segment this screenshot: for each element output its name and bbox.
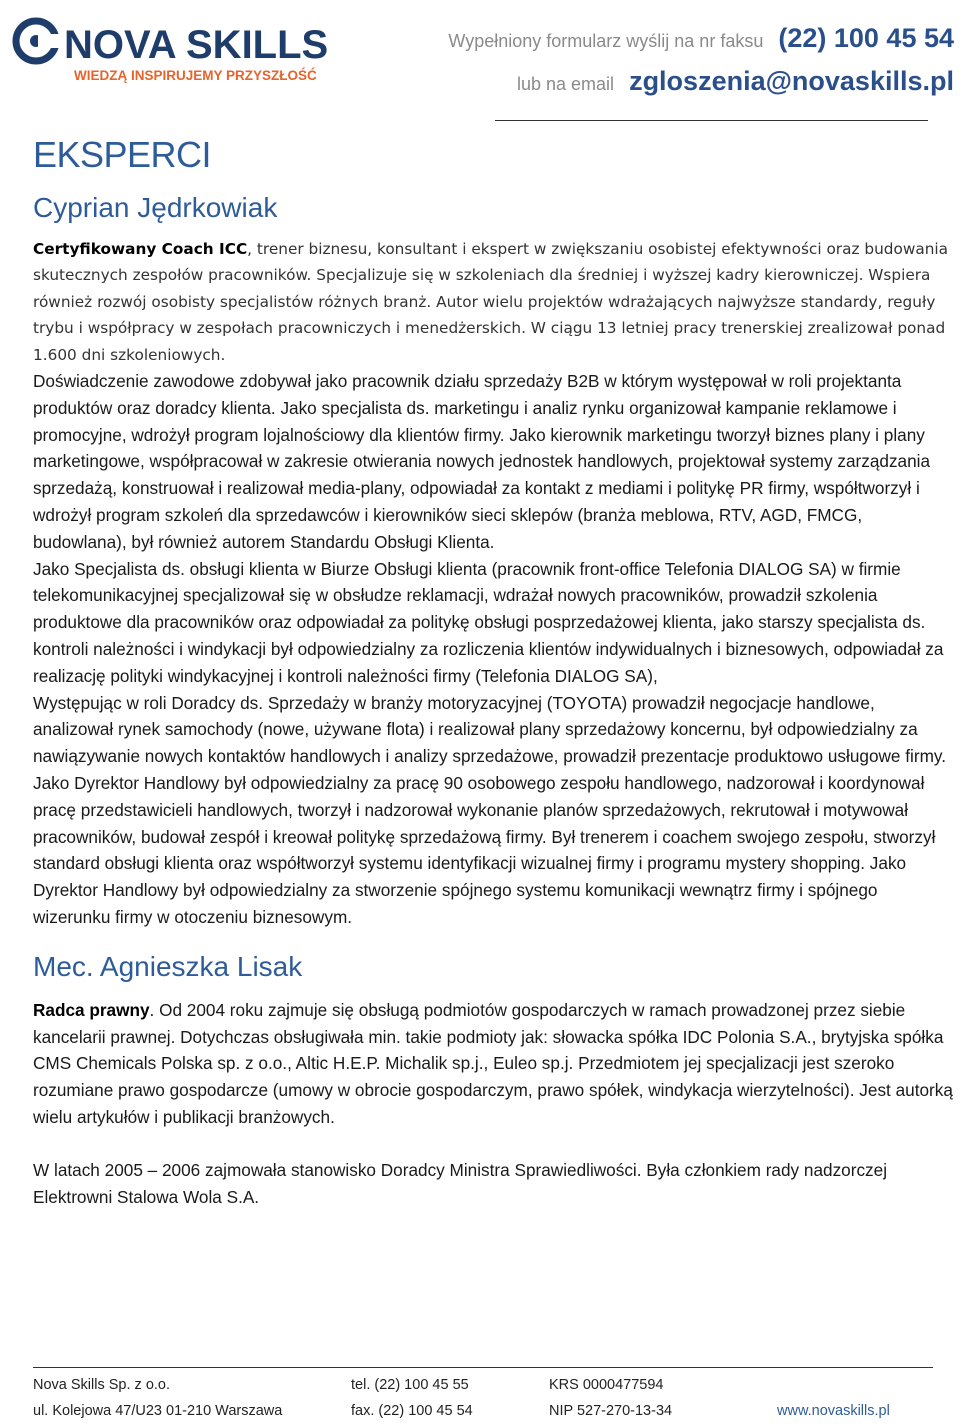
section-title: EKSPERCI — [33, 134, 212, 175]
novaskills-logo — [10, 14, 350, 88]
expert1-intro-text: , trener biznesu, konsultant i ekspert w zwiększaniu osobistej efektywności oraz budowania skutecznych zespołów pracowników. Specjalizuje się w szkoleniach dla średniej i wyższej kadry kierowniczej. Wspiera również rozwój osobisty specjalistów różnych branż. Autor wielu projektów wdrażających najwyższe standardy, reguły trybu i współpracy w zespołach pracowniczych i menedżerskich. W ciągu 13 letniej pracy trenerskiej zrealizował ponad 1.600 dni szkoleniowych. — [33, 240, 949, 364]
expert2-intro-text: . Od 2004 roku zajmuje się obsługą podmiotów gospodarczych w ramach prowadzonej przez siebie kancelarii prawnej. Dotychczas obsługiwała min. takie podmioty jak: słowacka spółka IDC Polonia S.A., brytyjska spółka CMS Chemicals Polska sp. z o.o., Altic H.E.P. Michalik sp.j., Euleo sp.j. Przedmiotem jej specjalizacji jest szeroko rozumiane prawo gospodarcze (umowy w obrocie gospodarczym, prawo spółek, windykacja wierzytelności). Jest autorką wielu artykułów i publikacji branżowych. — [33, 999, 953, 1127]
expert1-intro-bold: Certyfikowany Coach ICC — [33, 240, 248, 258]
expert2-intro — [33, 997, 953, 1131]
expert2-paragraph-2: W latach 2005 – 2006 zajmowała stanowisko Doradcy Ministra Sprawiedliwości. Była członkiem rady nadzorczej Elektrowni Stalowa Wola S.A. — [33, 1159, 888, 1207]
expert1-paragraph-2: Doświadczenie zawodowe zdobywał jako pracownik działu sprzedaży B2B w którym występował w roli projektanta produktów oraz doradcy klienta. Jako specjalista ds. marketingu i analiz rynku organizował kampanie reklamowe i promocyjne, wdrożył program lojalnościowy dla klientów firmy. Jako kierownik marketingu tworzył biznes plany i plany marketingowe, współpracował w zakresie otwierania nowych jednostek handlowych, projektował systemy zarządzania sprzedażą, konstruował i realizował media-plany, odpowiadał za kontakt z mediami i politykę PR firmy, współtworzył i wdrożył program szkoleń dla sprzedawców i kierowników sieci sklepów (branża meblowa, RTV, AGD, FMCG, budowlana), był również autorem Standardu Obsługi Klienta. — [33, 371, 931, 552]
expert1-intro — [33, 236, 953, 368]
fax-number: (22) 100 45 54 — [778, 23, 954, 53]
fax-label: Wypełniony formularz wyślij na nr faksu — [448, 31, 764, 51]
main-content — [33, 132, 953, 1210]
header-contact — [448, 18, 954, 104]
footer-tel: tel. (22) 100 45 55 — [351, 1377, 469, 1393]
expert-name-2: Mec. Agnieszka Lisak — [33, 950, 303, 982]
header-divider — [495, 120, 928, 121]
expert1-paragraph-3: Jako Specjalista ds. obsługi klienta w Biurze Obsługi klienta (pracownik front-office Telefonia DIALOG SA) w firmie telekomunikacyjnej specjalizował się w obsłudze reklamacji, wdrażał nowych pracowników, prowadził szkolenia produktowe dla pracowników oraz odpowiadał za politykę obsługi posprzedażowej klienta, jako starszy specjalista ds. kontroli należności i windykacji był odpowiedzialny za rozliczenia klientów indywidualnych i biznesowych, odpowiadał za realizację polityki windykacyjnej i kontroli należności firmy (Telefonia DIALOG SA), — [33, 558, 944, 686]
email-row — [448, 61, 954, 104]
expert1-paragraph-4: Występując w roli Doradcy ds. Sprzedaży w branży motoryzacyjnej (TOYOTA) prowadził negocjacje handlowe, analizował rynek samochody (nowe, używane flota) i realizował plany sprzedażowy koncernu, był odpowiedzialny za nawiązywanie nowych kontaktów handlowych i analizy sprzedażowe, prowadził prezentacje produktowo usługowe firmy. Jako Dyrektor Handlowy był odpowiedzialny za pracę 90 osobowego zespołu handlowego, nadzorował i koordynował pracę przedstawicieli handlowych, tworzył i nadzorował wykonanie planów sprzedażowych, rekrutował i motywował pracowników, budował zespół i kreował politykę sprzedażową firmy. Był trenerem i coachem swojego zespołu, stworzył standard obsługi klienta oraz współtworzył systemu identyfikacji wizualnej firmy i programu mystery shopping. Jako Dyrektor Handlowy był odpowiedzialny za stworzenie spójnego systemu komunikacji wewnątrz firmy i spójnego wizerunku firmy w otoczeniu biznesowym. — [33, 692, 946, 927]
footer-krs: KRS 0000477594 — [549, 1377, 664, 1393]
footer-address: ul. Kolejowa 47/U23 01-210 Warszawa — [33, 1403, 283, 1419]
footer-website-link[interactable]: www.novaskills.pl — [777, 1403, 890, 1419]
email-label: lub na email — [516, 74, 615, 94]
fax-row — [448, 18, 954, 61]
logo-tagline: WIEDZĄ INSPIRUJEMY PRZYSZŁOŚĆ — [74, 68, 317, 83]
expert-name-1: Cyprian Jędrkowiak — [33, 192, 278, 223]
footer-nip: NIP 527-270-13-34 — [549, 1403, 673, 1419]
footer-divider — [33, 1367, 933, 1368]
logo-brand-skills: SKILLS — [186, 23, 329, 67]
logo-brand-nova: NOVA — [64, 23, 177, 67]
page-footer — [33, 1367, 933, 1427]
paragraph-spacer — [33, 1131, 953, 1157]
footer-company: Nova Skills Sp. z o.o. — [33, 1377, 170, 1393]
expert2-intro-bold: Radca prawny — [33, 999, 150, 1020]
email-link[interactable]: zgloszenia@novaskills.pl — [629, 66, 954, 96]
footer-fax: fax. (22) 100 45 54 — [351, 1403, 473, 1419]
